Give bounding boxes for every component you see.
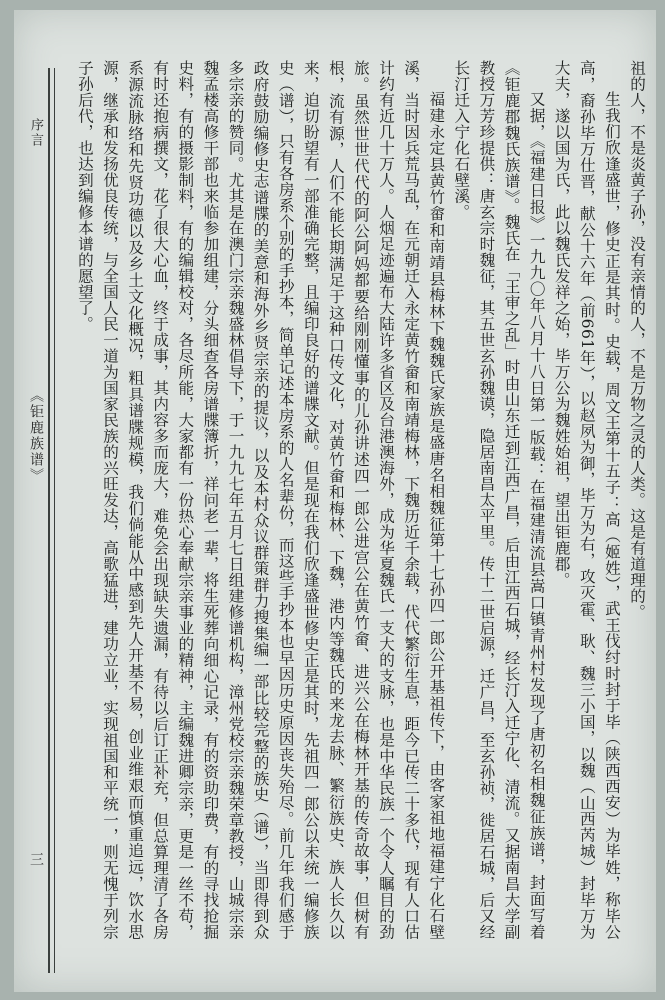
page-number: 三 xyxy=(28,852,44,868)
paragraph: 祖的人，不是炎黄子孙，没有亲情的人，不是万物之灵的人类。这是有道理的。 xyxy=(628,60,646,620)
paragraph: 生我们欣逢盛世，修史正是其时。史载，周文王第十五子：高（姬姓），武王伐纣时封于毕（陕西西安）为毕姓，称毕公高，裔孙毕万仕晋，献公十六年（前661年），以赵夙为御，毕万为右，攻灭霍、耿、魏三小国，以魏（山西芮城）封毕万为大夫，遂以国为氏，此以魏氏发祥之始，毕万公为魏姓始祖，望出钜鹿郡。 xyxy=(552,60,621,940)
paragraph: 又据，《福建日报》一九九〇年八月十八日第一版载：在福建清流县嵩口镇青州村发现了唐初名相魏征族谱，封面写着《钜鹿郡魏氏族谱》。魏氏在「王审之乱」时由山东迁到江西广昌，后由江西石城，经长汀入迁宁化、清流。又据南昌大学副教授万芳珍提供：唐玄宗时魏征，其五世玄孙魏谟，隐居南昌太平里。传十二世启源，迁广昌，至玄孙祯，徙居石城，后又经长汀迁入宁化石壁溪。 xyxy=(452,60,546,940)
section-label: 序言 xyxy=(28,118,43,148)
paragraph: 福建永定县黄竹畲和南靖县梅林下魏魏氏家族是盛唐名相魏征第十七孙四一郎公开基祖传下，由客家祖地福建宁化石壁溪，当时因兵荒马乱，在元朝迁入永定黄竹畲和南靖梅林，下魏历近千余载，代代繁衍生息，距今已传二十多代，现有人口估计约有近几十万人。人烟足迹遍布大陆许多省区及台港澳海外，成为华夏魏氏一支大的支脉，也是中华民族一个令人瞩目的劲旅。虽然世世代代的阿公阿妈都要给刚刚懂事的儿孙讲述四一郎公进宫公在黄竹畲、进兴公在梅林开基的传奇故事，但树有根，流有源，人们不能长期满足于这种口传文化，对黄竹畲和梅林、下魏，港内等魏氏的来龙去脉、繁衍族史、族人长久以来，迫切盼望有一部准确完整，且编印良好的谱牒文献。但是现在我们欣逢盛世修史正是其时，先祖四一郎公以未统一编修族史（谱），只有各房系个别的手抄本，简单记述本房系的人名辈份，而这些手抄本也早因历史原因丧失殆尽。前几年我们感于政府鼓励编修史志谱牒的美意和海外乡贤宗亲的提议，以及本村众议群策群力搜集编一部比较完整的族史（谱），当即得到众多宗亲的赞同。尤其是在澳门宗亲魏盛林倡导下，于一九九七年五月七日组建修谱机构，漳州党校宗亲魏荣章教授，山城宗亲魏孟楼高修干部也来临参加组建，分头细查各房谱牒簿折，祥问老一辈，将生死葬向细心记录，有的资助印费，有的寻找抢掘史料，有的摄影制料，有的编辑校对，各尽所能，大家都有一份热心奉献宗亲事业的精神，主编魏进卿宗亲，更是一丝不苟，有时还抱病撰文，花了很大心血，终于成事，其内容多而庞大，难免会出现缺失遗漏，有待以后订正补充，但总算理清了各房系源流脉络和先贤功德以及乡土文化概况，粗具谱牒规模，我们倘能从中感到先人开基不易，创业维艰而慎重追远，饮水思源，继承和发扬优良传统，与全国人民一道为国家民族的兴旺发达，高歌猛进，建功立业，实现祖国和平统一，则无愧于列宗子孙后代，也达到编修本谱的愿望了。 xyxy=(75,60,446,940)
document-page xyxy=(14,10,656,992)
book-title: 《钜鹿族谱》 xyxy=(28,388,44,484)
body-text xyxy=(74,60,649,940)
margin-rule xyxy=(48,68,50,973)
margin-rule-inner xyxy=(54,68,55,973)
